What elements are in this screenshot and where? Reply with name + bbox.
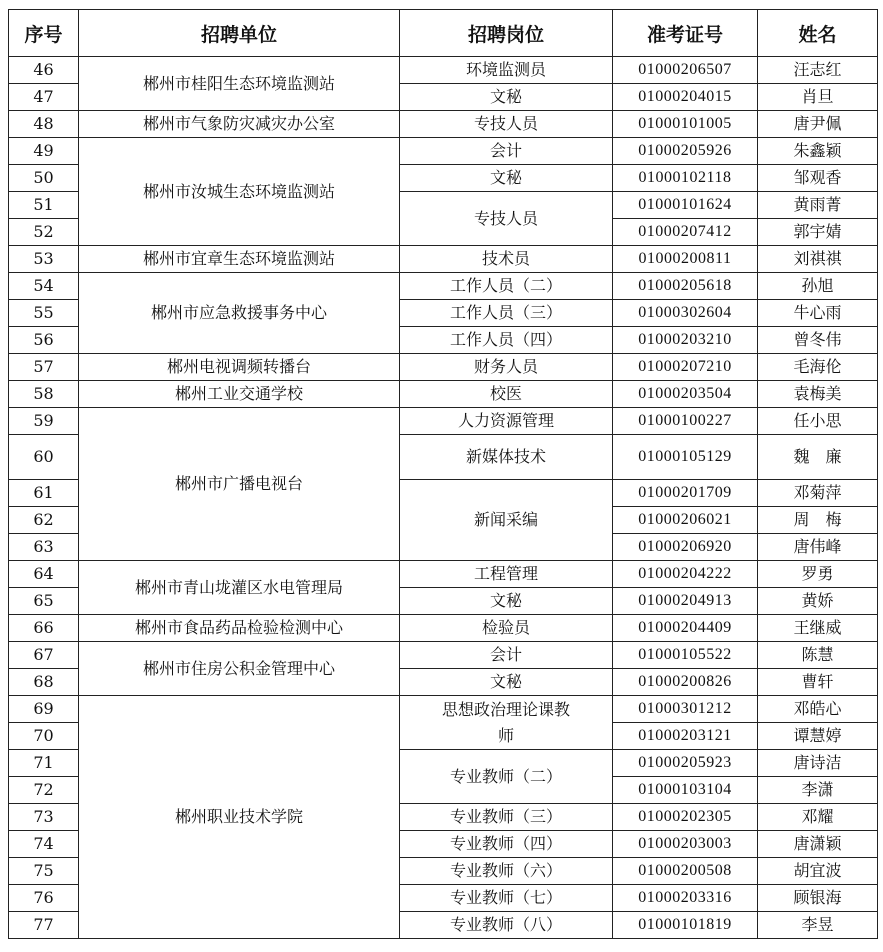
cell-name: 顾银海 [758,885,878,912]
cell-no: 72 [9,777,79,804]
cell-exam-id: 01000204409 [613,615,758,642]
cell-name: 毛海伦 [758,354,878,381]
cell-post: 文秘 [400,165,613,192]
cell-unit: 郴州市住房公积金管理中心 [79,642,400,696]
cell-name: 罗勇 [758,561,878,588]
cell-exam-id: 01000203210 [613,327,758,354]
cell-post: 专技人员 [400,192,613,246]
cell-name: 邓菊萍 [758,480,878,507]
cell-name: 汪志红 [758,57,878,84]
recruitment-table [8,9,878,939]
cell-no: 57 [9,354,79,381]
cell-name: 王继威 [758,615,878,642]
cell-exam-id: 01000205618 [613,273,758,300]
cell-exam-id: 01000206021 [613,507,758,534]
cell-post: 新媒体技术 [400,435,613,480]
cell-name: 陈慧 [758,642,878,669]
cell-exam-id: 01000203316 [613,885,758,912]
cell-name: 周 梅 [758,507,878,534]
cell-unit: 郴州电视调频转播台 [79,354,400,381]
cell-exam-id: 01000103104 [613,777,758,804]
cell-post: 专业教师（六） [400,858,613,885]
cell-post: 思想政治理论课教师 [400,696,613,750]
cell-name: 黄娇 [758,588,878,615]
cell-name: 唐尹佩 [758,111,878,138]
cell-exam-id: 01000203003 [613,831,758,858]
cell-post: 专业教师（三） [400,804,613,831]
cell-no: 48 [9,111,79,138]
table-row [9,273,878,300]
cell-exam-id: 01000200826 [613,669,758,696]
cell-post: 会计 [400,642,613,669]
cell-exam-id: 01000200508 [613,858,758,885]
cell-exam-id: 01000100227 [613,408,758,435]
cell-post: 新闻采编 [400,480,613,561]
cell-unit: 郴州市青山垅灌区水电管理局 [79,561,400,615]
cell-name: 唐潇颖 [758,831,878,858]
cell-no: 67 [9,642,79,669]
cell-name: 任小思 [758,408,878,435]
cell-no: 53 [9,246,79,273]
cell-post: 环境监测员 [400,57,613,84]
cell-post: 工程管理 [400,561,613,588]
table-row [9,408,878,435]
cell-no: 60 [9,435,79,480]
cell-post: 专技人员 [400,111,613,138]
cell-name: 曹轩 [758,669,878,696]
cell-exam-id: 01000101819 [613,912,758,939]
cell-name: 曾冬伟 [758,327,878,354]
cell-name: 牛心雨 [758,300,878,327]
cell-name: 郭宇婧 [758,219,878,246]
cell-unit: 郴州职业技术学院 [79,696,400,939]
cell-exam-id: 01000204222 [613,561,758,588]
cell-no: 71 [9,750,79,777]
header-exam-id: 准考证号 [613,10,758,57]
cell-exam-id: 01000101005 [613,111,758,138]
cell-no: 47 [9,84,79,111]
cell-post: 工作人员（三） [400,300,613,327]
cell-unit: 郴州市食品药品检验检测中心 [79,615,400,642]
cell-exam-id: 01000205923 [613,750,758,777]
table-row [9,381,878,408]
cell-post: 文秘 [400,84,613,111]
cell-no: 69 [9,696,79,723]
cell-post: 专业教师（二） [400,750,613,804]
cell-unit: 郴州市应急救援事务中心 [79,273,400,354]
cell-no: 73 [9,804,79,831]
cell-name: 李昱 [758,912,878,939]
cell-no: 62 [9,507,79,534]
cell-exam-id: 01000201709 [613,480,758,507]
cell-exam-id: 01000102118 [613,165,758,192]
cell-exam-id: 01000302604 [613,300,758,327]
cell-exam-id: 01000203121 [613,723,758,750]
header-unit: 招聘单位 [79,10,400,57]
cell-no: 49 [9,138,79,165]
cell-no: 59 [9,408,79,435]
cell-no: 76 [9,885,79,912]
table-row [9,561,878,588]
header-no: 序号 [9,10,79,57]
cell-post: 专业教师（七） [400,885,613,912]
cell-post: 文秘 [400,588,613,615]
cell-name: 朱鑫颖 [758,138,878,165]
header-name: 姓名 [758,10,878,57]
cell-name: 胡宜波 [758,858,878,885]
cell-unit: 郴州工业交通学校 [79,381,400,408]
cell-no: 51 [9,192,79,219]
cell-post: 检验员 [400,615,613,642]
cell-name: 唐诗洁 [758,750,878,777]
cell-exam-id: 01000206920 [613,534,758,561]
cell-name: 邓皓心 [758,696,878,723]
cell-no: 55 [9,300,79,327]
cell-name: 谭慧婷 [758,723,878,750]
cell-no: 56 [9,327,79,354]
cell-no: 58 [9,381,79,408]
cell-exam-id: 01000202305 [613,804,758,831]
cell-exam-id: 01000206507 [613,57,758,84]
table-row [9,696,878,723]
cell-name: 袁梅美 [758,381,878,408]
cell-unit: 郴州市桂阳生态环境监测站 [79,57,400,111]
cell-name: 唐伟峰 [758,534,878,561]
table-row [9,615,878,642]
table-row [9,642,878,669]
cell-post: 校医 [400,381,613,408]
cell-name: 李潇 [758,777,878,804]
cell-no: 68 [9,669,79,696]
cell-no: 54 [9,273,79,300]
cell-post: 技术员 [400,246,613,273]
cell-post: 财务人员 [400,354,613,381]
cell-name: 邓耀 [758,804,878,831]
cell-no: 75 [9,858,79,885]
cell-no: 64 [9,561,79,588]
cell-no: 61 [9,480,79,507]
cell-post: 工作人员（二） [400,273,613,300]
cell-exam-id: 01000207210 [613,354,758,381]
cell-exam-id: 01000203504 [613,381,758,408]
header-post: 招聘岗位 [400,10,613,57]
cell-no: 66 [9,615,79,642]
cell-unit: 郴州市汝城生态环境监测站 [79,138,400,246]
cell-exam-id: 01000105129 [613,435,758,480]
cell-no: 52 [9,219,79,246]
cell-name: 孙旭 [758,273,878,300]
cell-no: 50 [9,165,79,192]
cell-post: 人力资源管理 [400,408,613,435]
table-row [9,246,878,273]
cell-name: 邹观香 [758,165,878,192]
cell-unit: 郴州市气象防灾减灾办公室 [79,111,400,138]
cell-name: 刘祺祺 [758,246,878,273]
cell-name: 黄雨菁 [758,192,878,219]
cell-exam-id: 01000204913 [613,588,758,615]
cell-post: 工作人员（四） [400,327,613,354]
cell-no: 46 [9,57,79,84]
cell-post: 专业教师（八） [400,912,613,939]
cell-exam-id: 01000204015 [613,84,758,111]
cell-exam-id: 01000301212 [613,696,758,723]
cell-no: 74 [9,831,79,858]
cell-no: 65 [9,588,79,615]
cell-unit: 郴州市广播电视台 [79,408,400,561]
cell-exam-id: 01000205926 [613,138,758,165]
cell-name: 肖旦 [758,84,878,111]
cell-exam-id: 01000207412 [613,219,758,246]
table-header-row [9,10,878,57]
cell-no: 70 [9,723,79,750]
cell-post: 会计 [400,138,613,165]
table-row [9,354,878,381]
table-row [9,138,878,165]
cell-no: 63 [9,534,79,561]
cell-unit: 郴州市宜章生态环境监测站 [79,246,400,273]
cell-name: 魏 廉 [758,435,878,480]
cell-post: 文秘 [400,669,613,696]
cell-exam-id: 01000101624 [613,192,758,219]
table-row [9,57,878,84]
cell-exam-id: 01000200811 [613,246,758,273]
table-row [9,111,878,138]
cell-exam-id: 01000105522 [613,642,758,669]
cell-no: 77 [9,912,79,939]
cell-post: 专业教师（四） [400,831,613,858]
